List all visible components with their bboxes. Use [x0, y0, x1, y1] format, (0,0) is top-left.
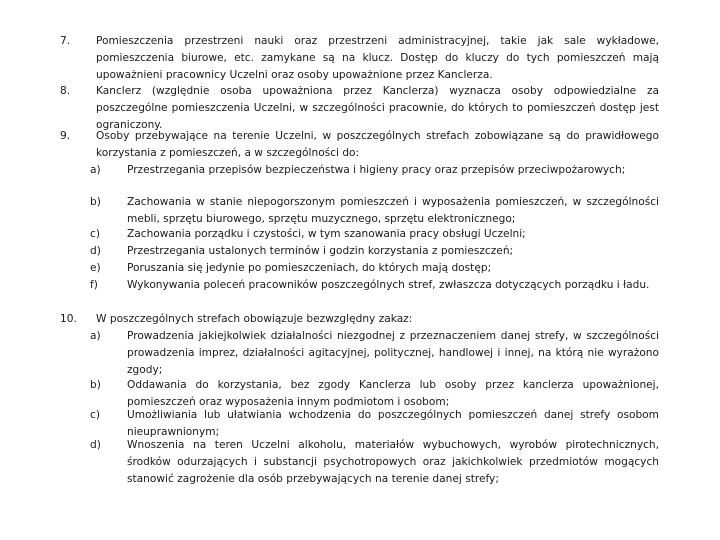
item-10-number: 10.: [60, 313, 77, 325]
item-9-sub-text: Zachowania porządku i czystości, w tym szanowania pracy obsługi Uczelni;: [127, 228, 526, 240]
item-10-text: W poszczególnych strefach obowiązuje bezwzględny zakaz:: [96, 313, 413, 325]
item-9-text: Osoby przebywające na terenie Uczelni, w poszczególnych strefach zobowiązane są do prawidłowego korzystania z pomieszczeń, a w szczególności do:: [96, 130, 659, 159]
item-9-sub-text: Wykonywania poleceń pracowników poszczególnych stref, zwłaszcza dotyczących porządku i ładu.: [127, 279, 650, 291]
item-8-number: 8.: [60, 85, 71, 97]
item-9-sub-label: a): [90, 164, 101, 176]
item-10-sub-label: c): [90, 409, 100, 421]
item-8-text: Kanclerz (względnie osoba upoważniona przez Kanclerza) wyznacza osoby odpowiedzialne za poszczególne pomieszczenia Uczelni, w szczególności pracownie, do których to pomieszczeń dostęp jest ograniczony.: [96, 85, 659, 131]
item-10-sub-text: Wnoszenia na teren Uczelni alkoholu, materiałów wybuchowych, wyrobów pirotechnicznych, środków odurzających i substancji psychotropowych oraz jakichkolwiek przedmiotów mogących stanowić zagrożenie dla osób przebywających na terenie danej strefy;: [127, 439, 659, 485]
item-10-sub-label: b): [90, 379, 101, 391]
item-9-sub-label: e): [90, 262, 101, 274]
item-7-number: 7.: [60, 35, 71, 47]
item-7-text: Pomieszczenia przestrzeni nauki oraz przestrzeni administracyjnej, takie jak sale wykładowe, pomieszczenia biurowe, etc. zamykane są na klucz. Dostęp do kluczy do tych pomieszczeń mają upoważnieni pracownicy Uczelni oraz osoby upoważnione przez Kanclerza.: [96, 35, 659, 81]
item-9-sub-text: Zachowania w stanie niepogorszonym pomieszczeń i wyposażenia pomieszczeń, w szczególności mebli, sprzętu biurowego, sprzętu muzycznego, sprzętu elektronicznego;: [127, 196, 659, 225]
item-10-sub-label: a): [90, 330, 101, 342]
item-10-sub-text: Umożliwiania lub ułatwiania wchodzenia do poszczególnych pomieszczeń danej strefy osobom nieuprawnionym;: [127, 409, 659, 438]
item-9-sub-text: Poruszania się jedynie po pomieszczeniach, do których mają dostęp;: [127, 262, 492, 274]
item-9-sub-label: c): [90, 228, 100, 240]
item-9-sub-label: f): [90, 279, 98, 291]
item-9-sub-text: Przestrzegania przepisów bezpieczeństwa i higieny pracy oraz przepisów przeciwpożarowych;: [127, 164, 626, 176]
item-9-sub-text: Przestrzegania ustalonych terminów i godzin korzystania z pomieszczeń;: [127, 245, 514, 257]
item-9-number: 9.: [60, 130, 71, 142]
item-9-sub-label: b): [90, 196, 101, 208]
item-9-sub-label: d): [90, 245, 101, 257]
item-10-sub-text: Oddawania do korzystania, bez zgody Kanclerza lub osoby przez kanclerza upoważnionej, pomieszczeń oraz wyposażenia innym podmiotom i osobom;: [127, 379, 659, 408]
item-10-sub-label: d): [90, 439, 101, 451]
item-10-sub-text: Prowadzenia jakiejkolwiek działalności niezgodnej z przeznaczeniem danej strefy, w szczególności prowadzenia imprez, działalności agitacyjnej, politycznej, handlowej i innej, na którą nie wyrażono zgody;: [127, 330, 659, 376]
